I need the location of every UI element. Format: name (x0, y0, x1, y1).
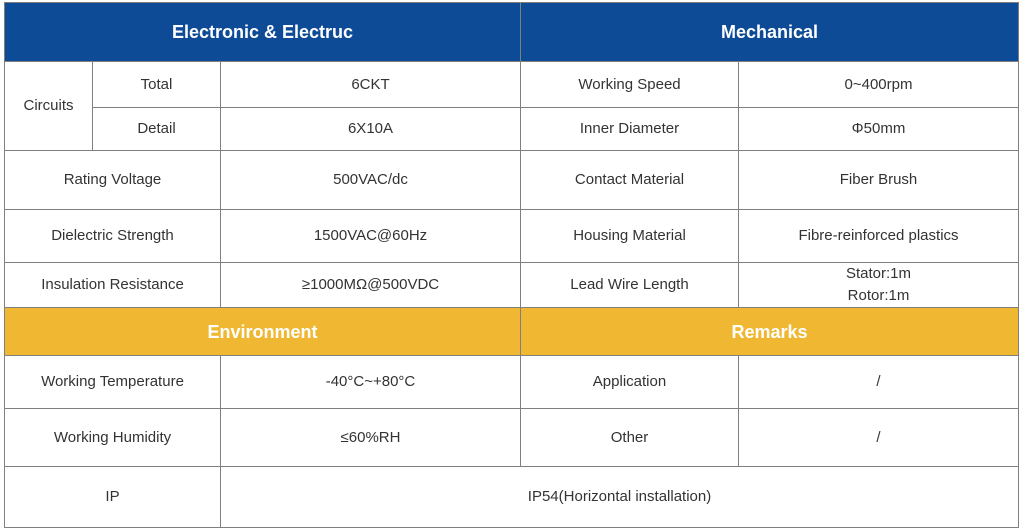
working-humidity-label: Working Humidity (5, 409, 221, 467)
section-header-electronic: Electronic & Electruc (5, 3, 521, 62)
contact-material-label: Contact Material (521, 151, 739, 210)
contact-material-value: Fiber Brush (739, 151, 1019, 210)
section-header-mechanical: Mechanical (521, 3, 1019, 62)
lead-wire-length-value (739, 263, 1019, 308)
circuits-label: Circuits (5, 62, 93, 151)
application-label: Application (521, 356, 739, 409)
lead-wire-stator: Stator:1m (845, 265, 912, 282)
section-header-remarks: Remarks (521, 308, 1019, 356)
total-value: 6CKT (221, 62, 521, 108)
working-temperature-value: -40°C~+80°C (221, 356, 521, 409)
table-row (5, 263, 1019, 308)
detail-label: Detail (93, 108, 221, 151)
table-row (5, 151, 1019, 210)
ip-label: IP (5, 467, 221, 528)
insulation-resistance-label: Insulation Resistance (5, 263, 221, 308)
working-speed-value: 0~400rpm (739, 62, 1019, 108)
spec-table (4, 2, 1019, 528)
working-speed-label: Working Speed (521, 62, 739, 108)
lead-wire-length-label: Lead Wire Length (521, 263, 739, 308)
ip-value: IP54(Horizontal installation) (221, 467, 1019, 528)
table-row (5, 210, 1019, 263)
total-label: Total (93, 62, 221, 108)
inner-diameter-label: Inner Diameter (521, 108, 739, 151)
header-row-top (5, 3, 1019, 62)
rating-voltage-label: Rating Voltage (5, 151, 221, 210)
other-value: / (739, 409, 1019, 467)
table-row (5, 356, 1019, 409)
dielectric-strength-value: 1500VAC@60Hz (221, 210, 521, 263)
table-row (5, 409, 1019, 467)
lead-wire-rotor: Rotor:1m (847, 287, 910, 304)
section-header-environment: Environment (5, 308, 521, 356)
insulation-resistance-value: ≥1000MΩ@500VDC (221, 263, 521, 308)
inner-diameter-value: Φ50mm (739, 108, 1019, 151)
working-temperature-label: Working Temperature (5, 356, 221, 409)
detail-value: 6X10A (221, 108, 521, 151)
table-row (5, 467, 1019, 528)
other-label: Other (521, 409, 739, 467)
working-humidity-value: ≤60%RH (221, 409, 521, 467)
application-value: / (739, 356, 1019, 409)
housing-material-value: Fibre-reinforced plastics (739, 210, 1019, 263)
table-row (5, 62, 1019, 108)
housing-material-label: Housing Material (521, 210, 739, 263)
header-row-bottom (5, 308, 1019, 356)
table-row (5, 108, 1019, 151)
dielectric-strength-label: Dielectric Strength (5, 210, 221, 263)
rating-voltage-value: 500VAC/dc (221, 151, 521, 210)
